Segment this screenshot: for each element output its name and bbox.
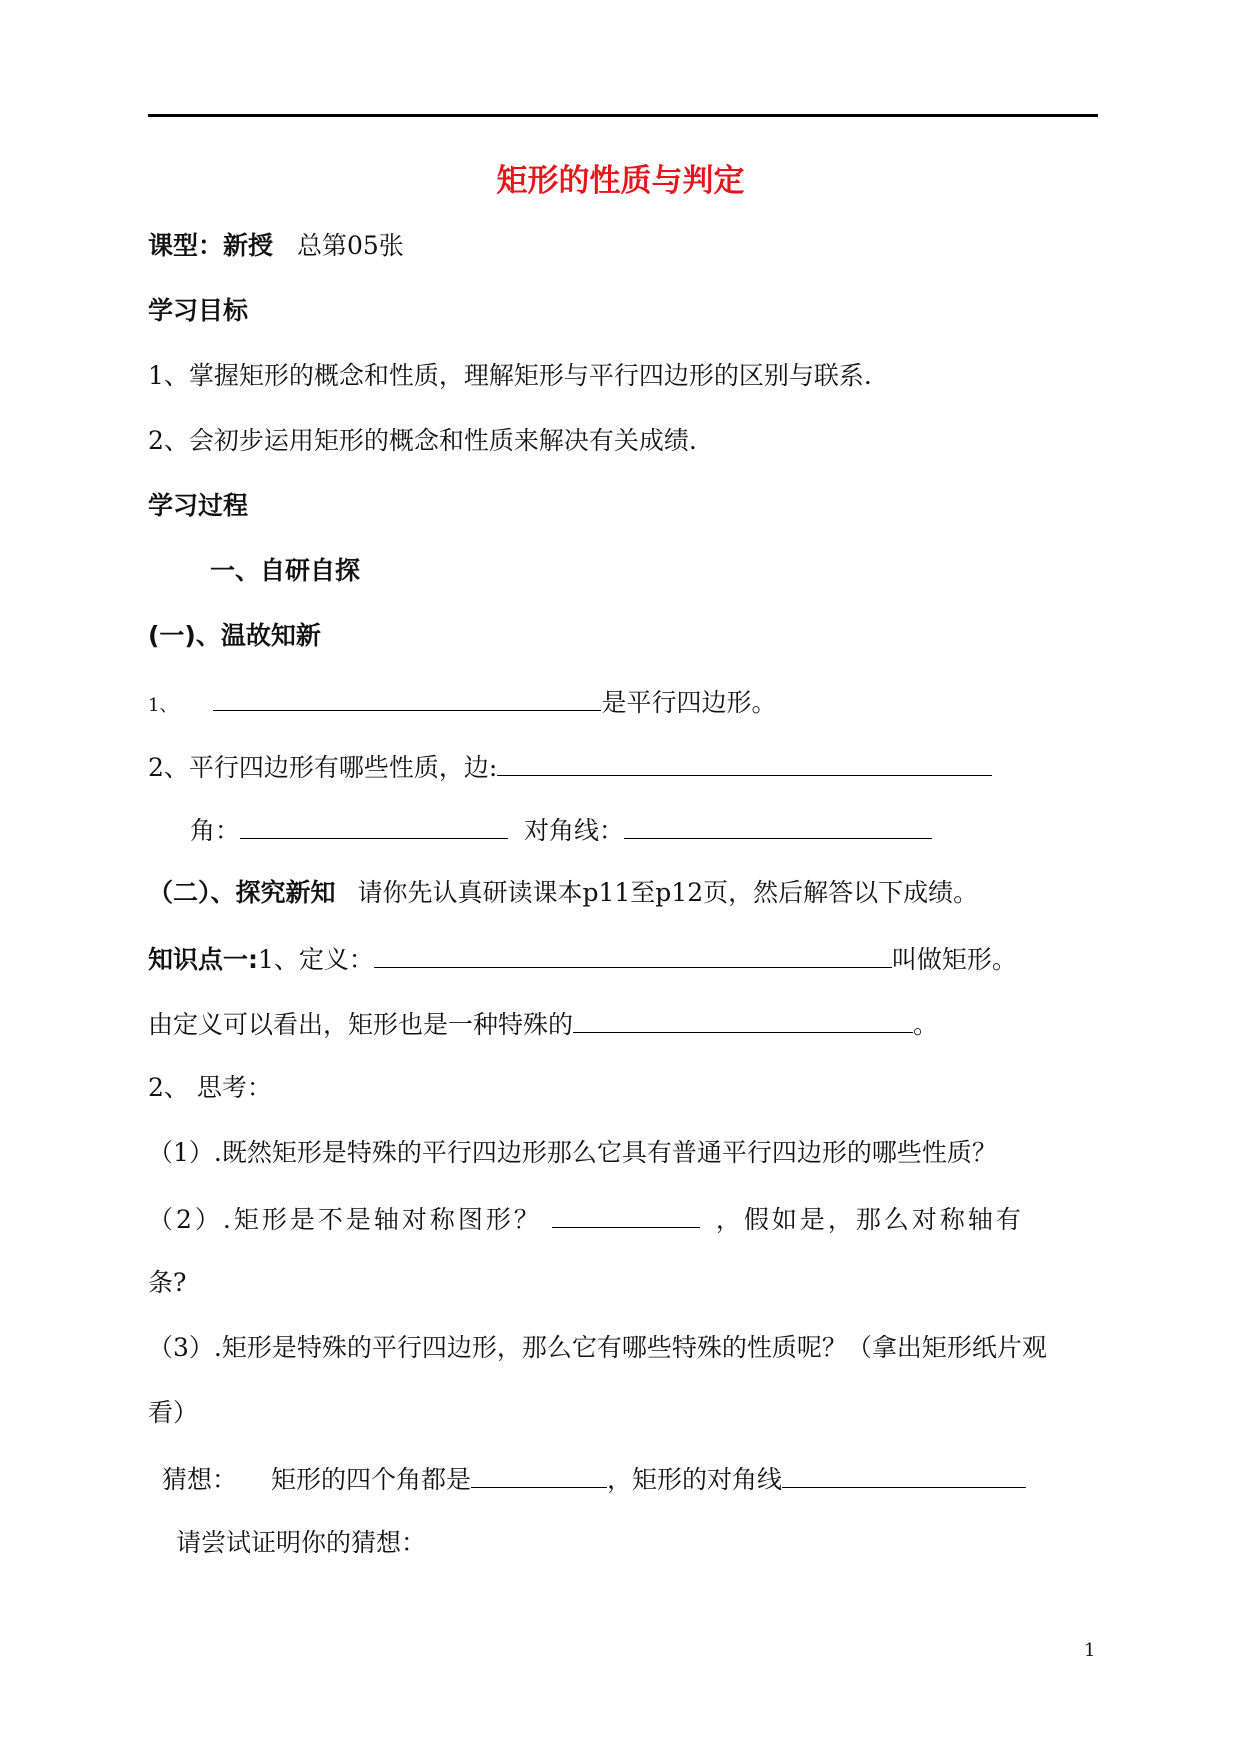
course-type: 课型：新授 bbox=[148, 231, 274, 260]
think-question-1: （1）.既然矩形是特殊的平行四边形那么它具有普通平行四边形的哪些性质？ bbox=[148, 1138, 997, 1167]
review-question-2-cont bbox=[190, 816, 932, 843]
answer-blank-angles[interactable] bbox=[471, 1465, 607, 1488]
answer-blank-angle[interactable] bbox=[240, 816, 508, 839]
angle-label: 角： bbox=[190, 816, 241, 845]
objectives-heading: 学习目标 bbox=[148, 296, 249, 325]
prove-prompt: 请尝试证明你的猜想： bbox=[176, 1528, 427, 1557]
course-info-line bbox=[148, 233, 404, 258]
answer-blank[interactable] bbox=[213, 688, 601, 711]
think-question-2-wrap: 条? bbox=[148, 1268, 187, 1297]
think-label: 2、 思考： bbox=[148, 1073, 272, 1102]
conjecture-line bbox=[162, 1465, 1026, 1492]
kp1-definition-tail: 叫做矩形。 bbox=[891, 945, 1017, 974]
answer-blank-side[interactable] bbox=[497, 753, 992, 776]
explore-heading: （二）、探究新知 bbox=[148, 878, 336, 907]
kp1-label: 知识点一: bbox=[148, 945, 258, 974]
question-text: 2、平行四边形有哪些性质，边: bbox=[148, 753, 498, 782]
derivation-lead: 由定义可以看出，矩形也是一种特殊的 bbox=[148, 1010, 574, 1039]
page-title: 矩形的性质与判定 bbox=[496, 163, 745, 199]
conjecture-lead: 矩形的四个角都是 bbox=[270, 1465, 471, 1494]
conjecture-mid: ，矩形的对角线 bbox=[606, 1465, 782, 1494]
page-number: 1 bbox=[1084, 1640, 1096, 1661]
objective-2: 2、会初步运用矩形的概念和性质来解决有关成绩. bbox=[148, 426, 697, 455]
question-text-cont: ，假如是，那么对称轴有 bbox=[715, 1205, 1024, 1234]
review-question-2 bbox=[148, 753, 992, 780]
answer-blank-diagonal[interactable] bbox=[624, 816, 932, 839]
question-text: （2）.矩形是不是轴对称图形？ bbox=[148, 1205, 542, 1234]
review-heading: (一)、温故知新 bbox=[148, 621, 321, 650]
derivation-tail: 。 bbox=[913, 1010, 939, 1039]
review-question-1 bbox=[148, 688, 776, 715]
sheet-number: 总第05张 bbox=[296, 231, 404, 260]
kp1-derivation bbox=[148, 1010, 938, 1037]
think-question-2 bbox=[148, 1205, 1024, 1232]
process-heading: 学习过程 bbox=[148, 491, 249, 520]
think-question-3-wrap: 看） bbox=[148, 1398, 199, 1427]
question-text: 是平行四边形。 bbox=[601, 688, 777, 717]
kp1-definition-lead: 1、定义： bbox=[258, 945, 374, 974]
knowledge-point-1 bbox=[148, 945, 1017, 972]
explore-instruction: 请你先认真研读课本p11至p12页，然后解答以下成绩。 bbox=[357, 878, 979, 907]
answer-blank-definition[interactable] bbox=[374, 945, 892, 968]
question-number: 1、 bbox=[148, 695, 178, 716]
objective-1: 1、掌握矩形的概念和性质，理解矩形与平行四边形的区别与联系. bbox=[148, 361, 872, 390]
answer-blank-special[interactable] bbox=[573, 1010, 913, 1033]
conjecture-label: 猜想： bbox=[162, 1465, 238, 1494]
answer-blank-diagonals[interactable] bbox=[782, 1465, 1026, 1488]
think-question-3: （3）.矩形是特殊的平行四边形，那么它有哪些特殊的性质呢？（拿出矩形纸片观 bbox=[148, 1333, 1047, 1362]
diagonal-label: 对角线： bbox=[523, 816, 624, 845]
explore-line bbox=[148, 880, 978, 905]
answer-blank-axis[interactable] bbox=[552, 1205, 700, 1228]
part1-heading: 一、自研自探 bbox=[210, 556, 361, 585]
header-rule bbox=[148, 114, 1098, 117]
